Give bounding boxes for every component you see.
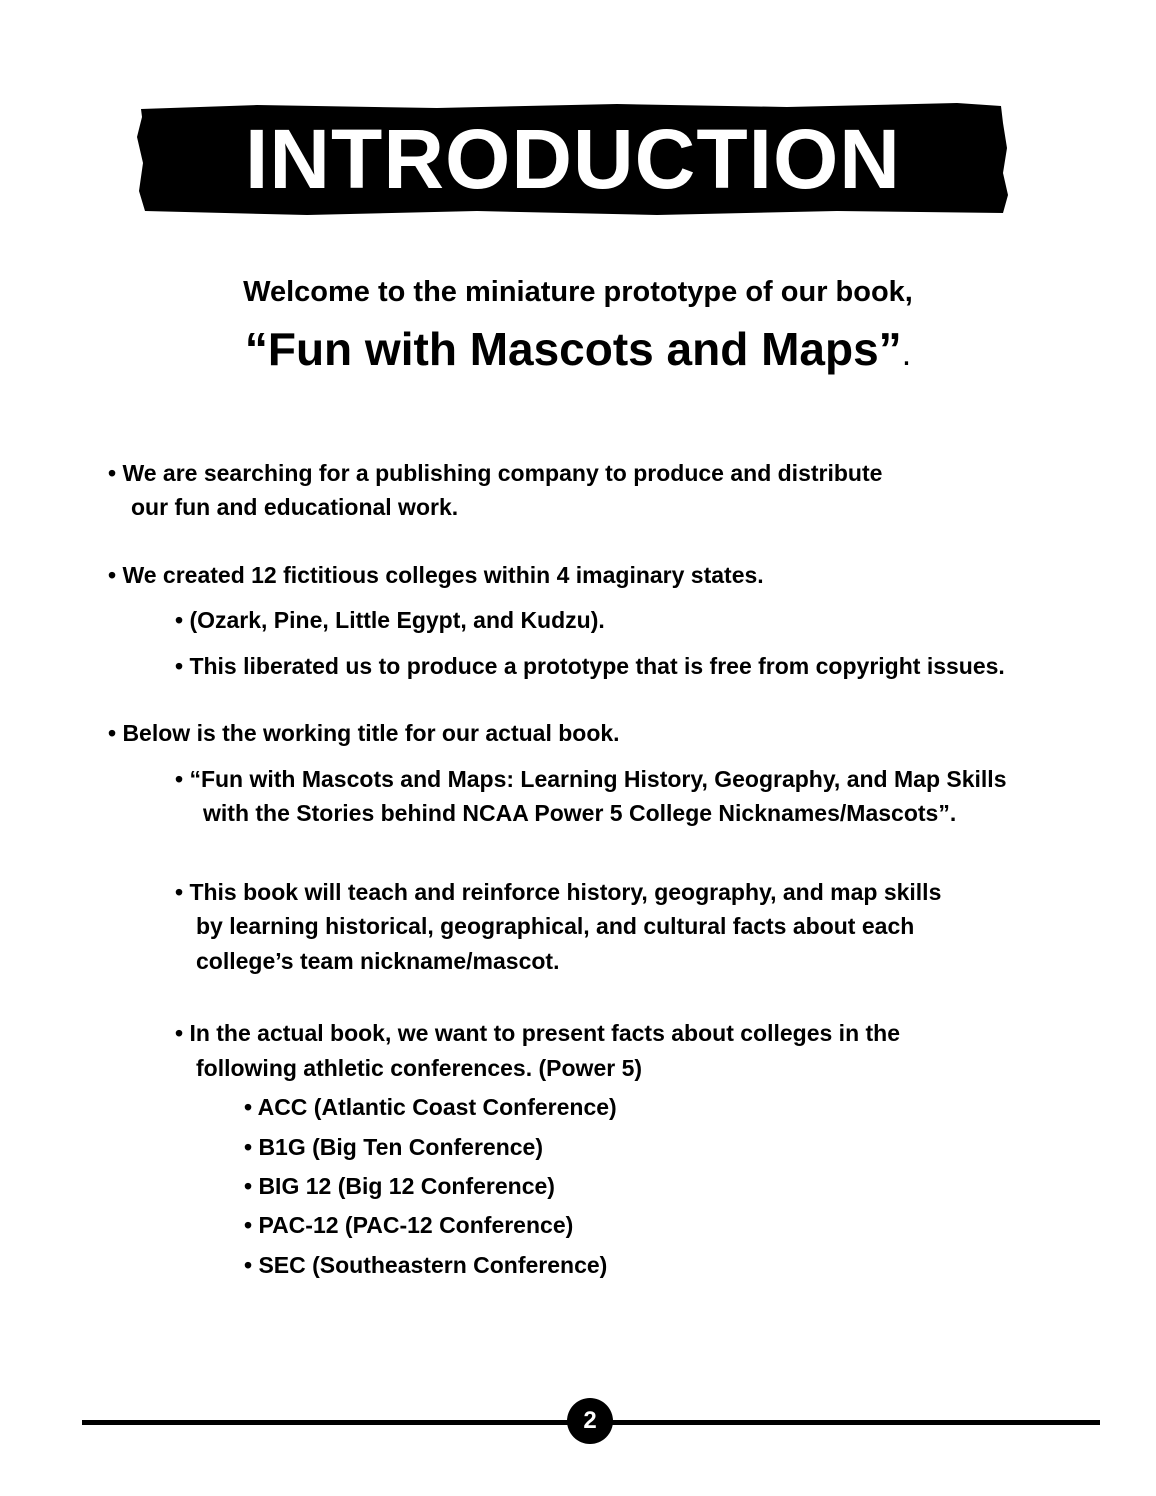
conference-item: • PAC-12 (PAC-12 Conference) [244,1212,574,1238]
conference-item: • B1G (Big Ten Conference) [244,1134,543,1160]
conference-item: • BIG 12 (Big 12 Conference) [244,1173,555,1199]
page-number: 2 [567,1398,613,1444]
conference-item: • ACC (Atlantic Coast Conference) [244,1094,617,1120]
conference-item: • SEC (Southeastern Conference) [244,1252,608,1278]
book-title: “Fun with Mascots and Maps” [244,323,902,375]
book-title-line [0,322,1156,376]
sub-bullet-full-title-cont: with the Stories behind NCAA Power 5 College Nicknames/Mascots”. [203,800,957,826]
sub-bullet-conferences-cont: following athletic conferences. (Power 5) [196,1055,643,1081]
sub-bullet-states: • (Ozark, Pine, Little Egypt, and Kudzu). [175,607,605,633]
sub-bullet-teaching-cont1: by learning historical, geographical, and cultural facts about each [196,913,915,939]
sub-bullet-teaching: • This book will teach and reinforce history, geography, and map skills [175,879,942,905]
title-banner [137,103,1009,216]
bullet-publisher-search-cont: our fun and educational work. [131,494,459,520]
sub-bullet-conferences: • In the actual book, we want to present facts about colleges in the [175,1020,901,1046]
bullet-publisher-search: • We are searching for a publishing company to produce and distribute [108,460,883,486]
sub-bullet-teaching-cont2: college’s team nickname/mascot. [196,948,560,974]
sub-bullet-full-title: • “Fun with Mascots and Maps: Learning History, Geography, and Map Skills [175,766,1007,792]
page-title: INTRODUCTION [245,112,901,206]
book-title-period: . [901,335,912,373]
welcome-line: Welcome to the miniature prototype of our book, [243,276,913,308]
bullet-fictitious-colleges: • We created 12 fictitious colleges within 4 imaginary states. [108,562,764,588]
sub-bullet-copyright: • This liberated us to produce a prototype that is free from copyright issues. [175,653,1005,679]
bullet-working-title: • Below is the working title for our actual book. [108,720,620,746]
